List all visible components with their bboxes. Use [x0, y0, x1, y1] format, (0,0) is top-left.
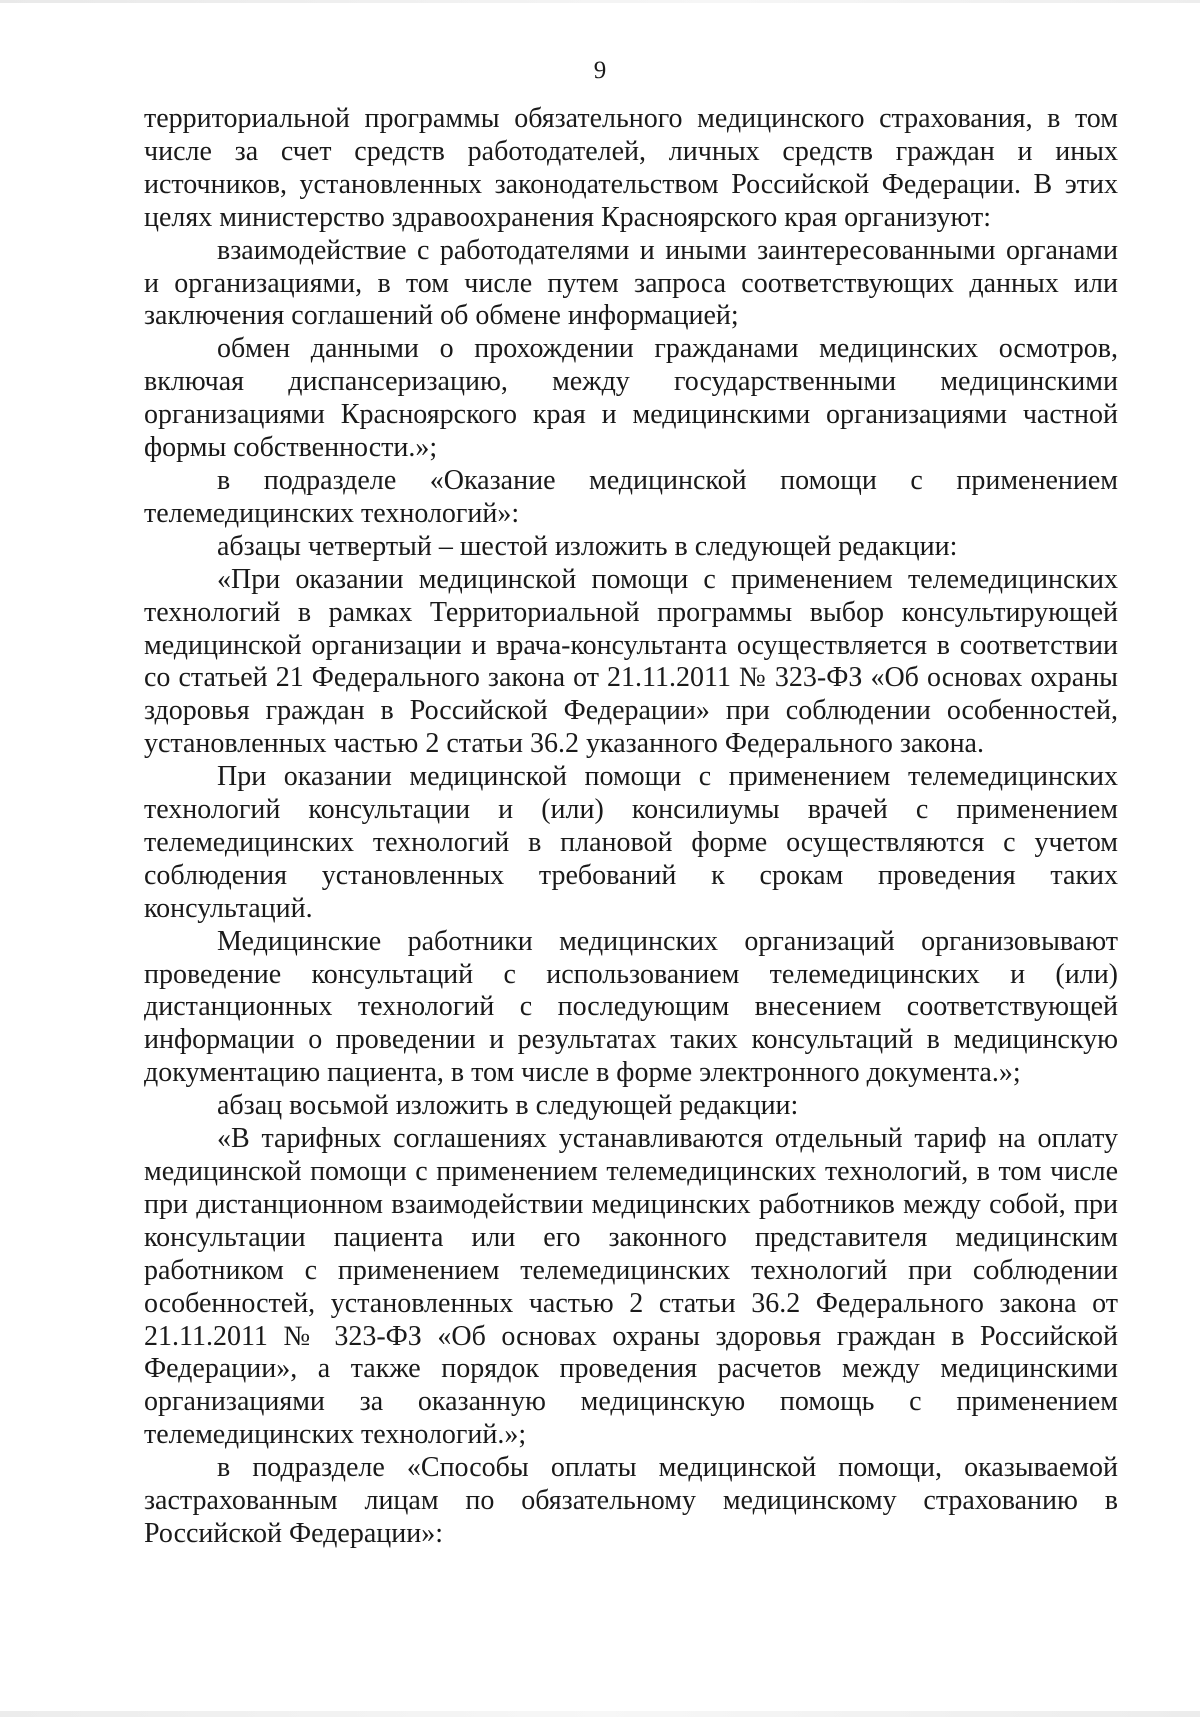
paragraph-data-exchange: обмен данными о прохождении гражданами медицинских осмотров, включая диспансеризацию, между государственными медицинскими организациями Красноярского края и медицинскими организациями частной формы собственности.»; [144, 333, 1118, 464]
paragraph-subsection-telemedicine: в подразделе «Оказание медицинской помощи с применением телемедицинских технологий»: [144, 464, 1118, 529]
paragraph-consultant-choice: «При оказании медицинской помощи с применением телемедицинских технологий в рамках Территориальной программы выбор консультирующей медицинской организации и врача-консультанта осуществляется в соответствии со статьей 21 Федерального закона от 21.11.2011 № 323-ФЗ «Об основах охраны здоровья граждан в Российской Федерации» при соблюдении особенностей, установленных частью 2 статьи 36.2 указанного Федерального закона. [144, 563, 1118, 760]
paragraph-subsection-payment: в подразделе «Способы оплаты медицинской помощи, оказываемой застрахованным лицам по обязательному медицинскому страхованию в Российской Федерации»: [144, 1452, 1118, 1549]
paragraph-medical-workers: Медицинские работники медицинских организаций организовывают проведение консультаций с использованием телемедицинских и (или) дистанционных технологий с последующим внесением соответствующей информации о проведении и результатах таких консультаций в медицинскую документацию пациента, в том числе в форме электронного документа.»; [144, 925, 1118, 1089]
page-number: 9 [593, 57, 607, 84]
scan-top-edge [0, 0, 1200, 3]
paragraph-planned-consultations: При оказании медицинской помощи с применением телемедицинских технологий консультации и (или) консилиумы врачей с применением телемедицинских технологий в плановой форме осуществляются с учетом соблюдения установленных требований к срокам проведения таких консультаций. [144, 761, 1118, 924]
paragraph-continuation: территориальной программы обязательного медицинского страхования, в том числе за счет средств работодателей, личных средств граждан и иных источников, установленных законодательством Российской Федерации. В этих целях министерство здравоохранения Красноярского края организуют: [144, 103, 1118, 233]
paragraph-amend-8: абзац восьмой изложить в следующей редакции: [217, 1090, 799, 1122]
paragraph-tariff-agreements: «В тарифных соглашениях устанавливаются отдельный тариф на оплату медицинской помощи с применением телемедицинских технологий, в том числе при дистанционном взаимодействии медицинских работников между собой, при консультации пациента или его законного представителя медицинским работником с применением телемедицинских технологий при соблюдении особенностей, установленных частью 2 статьи 36.2 Федерального закона от 21.11.2011 № 323-ФЗ «Об основах охраны здоровья граждан в Российской Федерации», а также порядок проведения расчетов между медицинскими организациями за оказанную медицинскую помощь с применением телемедицинских технологий.»; [144, 1123, 1118, 1451]
paragraph-employers-interaction: взаимодействие с работодателями и иными заинтересованными органами и организациями, в том числе путем запроса соответствующих данных или заключения соглашений об обмене информацией; [144, 234, 1118, 332]
document-body [144, 103, 1118, 1551]
paragraph-amend-4-6: абзацы четвертый – шестой изложить в следующей редакции: [217, 530, 958, 562]
scan-bottom-edge [0, 1711, 1200, 1717]
